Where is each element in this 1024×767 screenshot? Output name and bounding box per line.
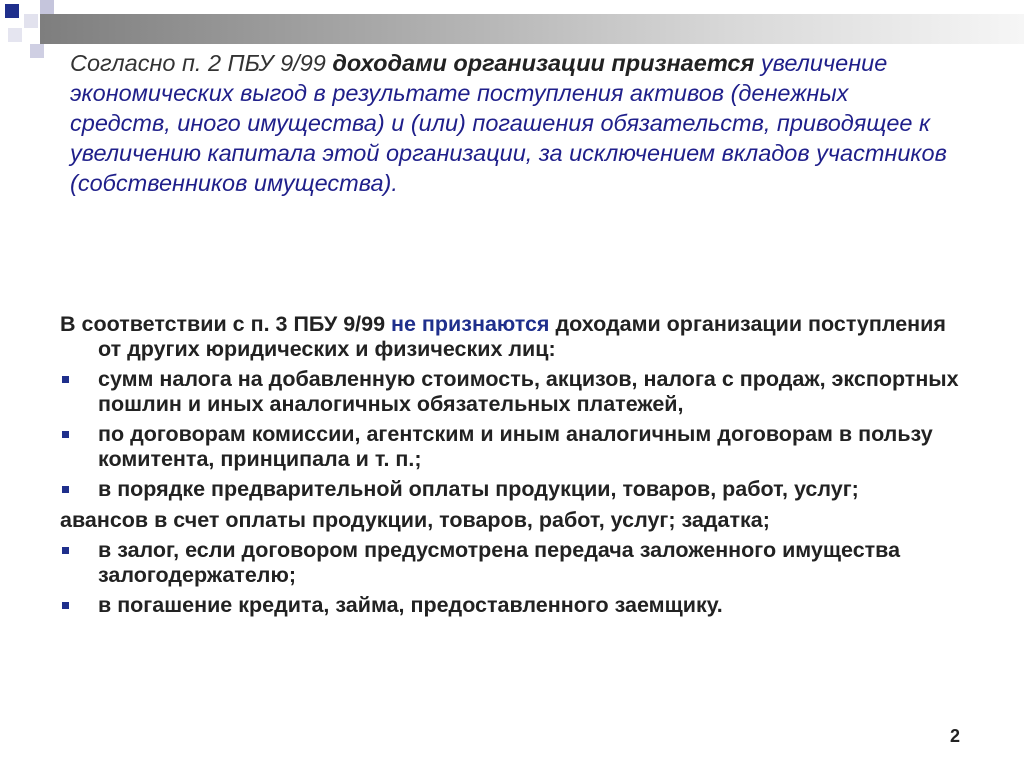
list-item <box>60 593 960 618</box>
list-item <box>60 367 960 416</box>
header-gradient-bar <box>40 14 1024 44</box>
list-item <box>60 538 960 587</box>
decor-square <box>30 44 44 58</box>
plain-line: авансов в счет оплаты продукции, товаров, работ, услуг; задатка; <box>60 507 770 532</box>
intro-body: увеличение экономических выгод в результате поступления активов (денежных средств, иного имущества) и (или) погашения обязательств, приводящее к увеличению капитала этой организации, за исключением вкладов участников (собственников имущества). <box>70 50 947 196</box>
page-number: 2 <box>950 726 961 746</box>
bullet-square-icon <box>62 547 69 554</box>
list-item-text: по договорам комиссии, агентским и иным аналогичным договорам в пользу комитента, принципала и т. п.; <box>98 422 933 471</box>
exclusions-section <box>60 312 960 618</box>
decor-square <box>8 28 22 42</box>
list-item-text: в залог, если договором предусмотрена передача заложенного имущества залогодержателю; <box>98 538 901 587</box>
section-intro-accent: не признаются <box>391 312 550 336</box>
decor-square <box>5 4 19 18</box>
section-intro-suffix: доходами организации поступления от других юридических и физических лиц: <box>98 312 946 361</box>
intro-lead-bold: доходами организации признается <box>332 50 755 76</box>
intro-lead: Согласно п. 2 ПБУ 9/99 <box>70 50 333 76</box>
list-item <box>60 477 960 502</box>
bullet-square-icon <box>62 431 69 438</box>
section-intro-prefix: В соответствии с п. 3 ПБУ 9/99 <box>60 312 392 336</box>
list-item-text: в порядке предварительной оплаты продукции, товаров, работ, услуг; <box>98 477 859 501</box>
list-item-text: в погашение кредита, займа, предоставленного заемщику. <box>98 593 723 617</box>
decor-square <box>24 14 38 28</box>
bullet-square-icon <box>62 486 69 493</box>
list-item-text: сумм налога на добавленную стоимость, акцизов, налога с продаж, экспортных пошлин и иных аналогичных обязательных платежей, <box>98 367 959 416</box>
section-intro <box>60 312 960 361</box>
intro-paragraph <box>70 48 950 198</box>
bullet-square-icon <box>62 376 69 383</box>
list-item <box>60 422 960 471</box>
decor-square <box>40 0 54 14</box>
bullet-square-icon <box>62 602 69 609</box>
